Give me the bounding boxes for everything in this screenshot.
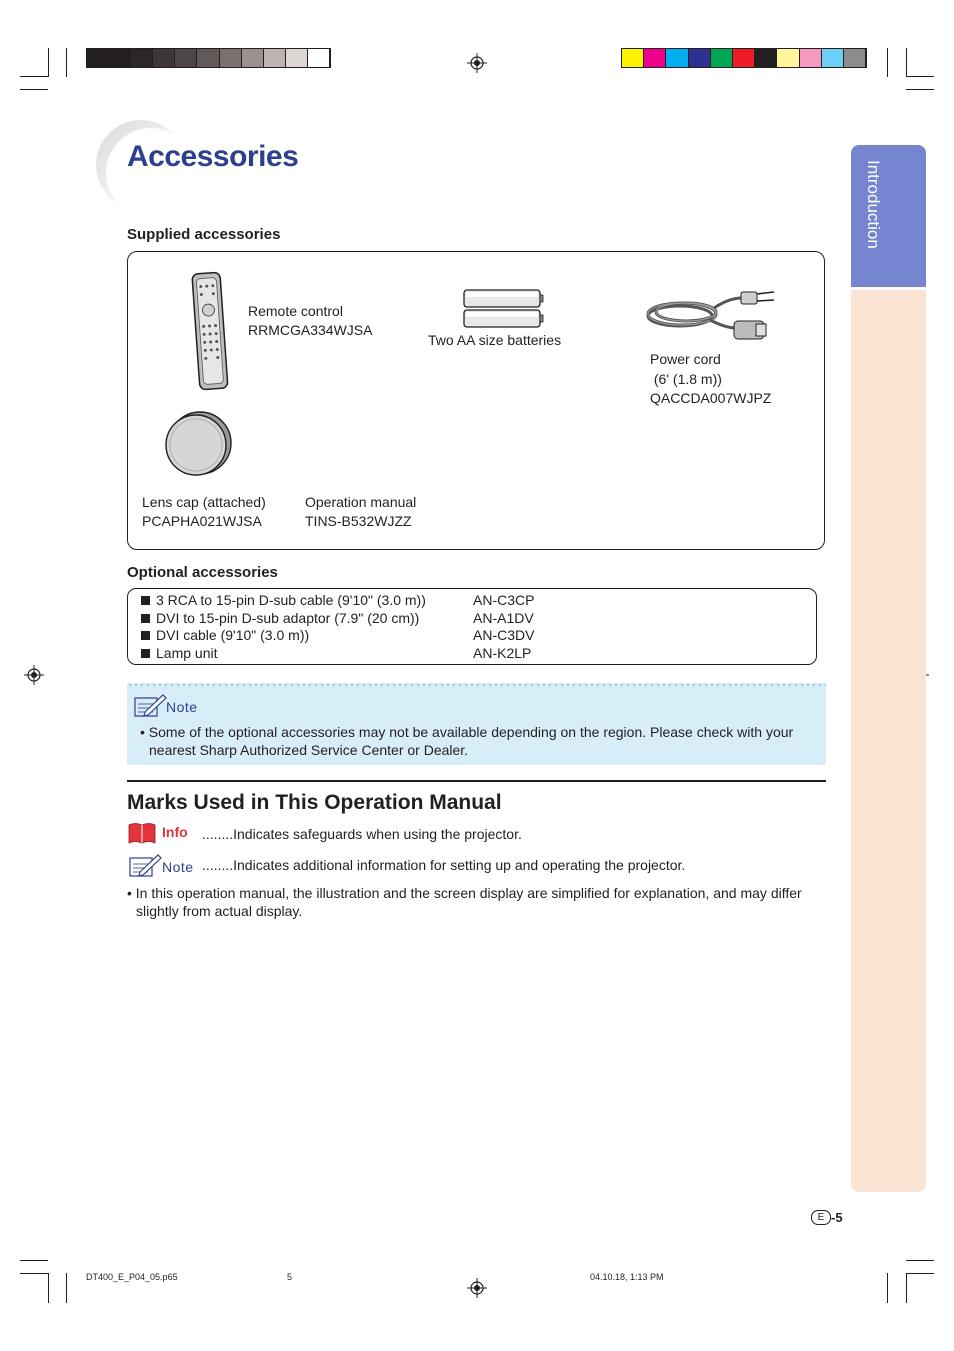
remote-control-label: Remote control [248, 303, 343, 319]
color-swatch [264, 49, 286, 67]
note-mark-description: ........Indicates additional information for setting up and operating the projector. [202, 857, 686, 873]
crop-mark [48, 48, 49, 77]
remote-control-code: RRMCGA334WJSA [248, 322, 373, 338]
crop-mark [66, 1273, 67, 1303]
crop-mark [906, 1273, 907, 1303]
note-label: Note [166, 699, 198, 715]
color-swatch [131, 49, 153, 67]
info-description: ........Indicates safeguards when using the projector. [202, 826, 522, 842]
crop-mark [20, 1273, 48, 1274]
page-number-value: -5 [831, 1210, 843, 1225]
crop-mark [20, 1260, 48, 1261]
crop-mark [906, 1260, 934, 1261]
marks-bullet-line-1: • In this operation manual, the illustration and the screen display are simplified for explanation, and may differ [127, 885, 802, 901]
note-text-line-2: nearest Sharp Authorized Service Center or Dealer. [149, 742, 469, 758]
color-swatch [220, 49, 242, 67]
color-swatch [87, 49, 109, 67]
color-swatch [822, 49, 844, 67]
list-item-code: AN-C3DV [473, 627, 535, 643]
registration-target-icon [467, 1278, 487, 1298]
crop-mark [66, 48, 67, 77]
registration-target-icon [467, 53, 487, 73]
color-swatch [666, 49, 688, 67]
color-swatch [800, 49, 822, 67]
book-info-icon [128, 822, 156, 844]
color-swatch [777, 49, 799, 67]
pencil-note-icon [128, 852, 162, 880]
color-swatch [109, 49, 131, 67]
color-swatch [242, 49, 264, 67]
page-title: Accessories [127, 140, 299, 173]
page-number-circle: E [811, 1210, 831, 1225]
lens-cap-icon [160, 409, 234, 479]
crop-mark [48, 1273, 49, 1303]
manual-code: TINS-B532WJZZ [305, 513, 412, 529]
crop-mark [20, 76, 48, 77]
batteries-label: Two AA size batteries [428, 332, 562, 348]
color-swatch [175, 49, 197, 67]
crop-mark [887, 48, 888, 77]
crop-mark [906, 76, 934, 77]
power-cord-code: QACCDA007WJPZ [650, 390, 772, 406]
note-text-line-1: • Some of the optional accessories may not be available depending on the region. Please check with your [140, 724, 794, 740]
grayscale-calibration-bar [86, 48, 331, 68]
square-bullet-icon [141, 614, 150, 623]
section-title: Marks Used in This Operation Manual [127, 791, 502, 814]
crop-mark [887, 1273, 888, 1303]
color-swatch [689, 49, 711, 67]
footer-filename: DT400_E_P04_05.p65 [86, 1272, 178, 1282]
power-cord-label: Power cord [650, 351, 721, 367]
color-swatch [644, 49, 666, 67]
manual-label: Operation manual [305, 494, 417, 510]
color-swatch [711, 49, 733, 67]
power-cord-icon [644, 284, 784, 346]
pencil-note-icon [133, 692, 167, 720]
color-calibration-bar [621, 48, 867, 68]
section-divider [127, 780, 826, 782]
color-swatch [844, 49, 866, 67]
list-item-code: AN-A1DV [473, 610, 534, 626]
footer-page: 5 [287, 1272, 293, 1282]
note-border-dots [127, 683, 826, 687]
marks-bullet-line-2: slightly from actual display. [136, 903, 303, 919]
color-swatch [308, 49, 330, 67]
section-tab-label: Introduction [864, 160, 883, 249]
optional-heading: Optional accessories [127, 564, 278, 581]
supplied-heading: Supplied accessories [127, 226, 281, 243]
list-item: 3 RCA to 15-pin D-sub cable (9'10" (3.0 m)) [141, 592, 426, 609]
remote-control-icon [190, 270, 230, 394]
color-swatch [622, 49, 644, 67]
crop-mark [906, 89, 934, 90]
lens-cap-label: Lens cap (attached) [142, 494, 266, 510]
color-swatch [755, 49, 777, 67]
list-item: Lamp unit [141, 645, 217, 662]
square-bullet-icon [141, 649, 150, 658]
crop-mark [906, 48, 907, 77]
square-bullet-icon [141, 596, 150, 605]
list-item: DVI cable (9'10" (3.0 m)) [141, 627, 309, 644]
page-number [811, 1210, 843, 1225]
battery-icon [462, 288, 544, 330]
color-swatch [286, 49, 308, 67]
registration-target-icon [24, 665, 44, 685]
power-cord-length: (6' (1.8 m)) [650, 371, 722, 387]
color-swatch [197, 49, 219, 67]
note-mark-label: Note [162, 859, 194, 875]
color-swatch [153, 49, 175, 67]
crop-mark [906, 1273, 934, 1274]
color-swatch [733, 49, 755, 67]
crop-mark [20, 89, 48, 90]
square-bullet-icon [141, 631, 150, 640]
footer-timestamp: 04.10.18, 1:13 PM [590, 1272, 664, 1282]
side-panel [851, 290, 926, 1192]
list-item-code: AN-C3CP [473, 592, 535, 608]
info-label: Info [162, 824, 188, 840]
lens-cap-code: PCAPHA021WJSA [142, 513, 262, 529]
list-item-code: AN-K2LP [473, 645, 532, 661]
list-item: DVI to 15-pin D-sub adaptor (7.9" (20 cm)) [141, 610, 419, 627]
